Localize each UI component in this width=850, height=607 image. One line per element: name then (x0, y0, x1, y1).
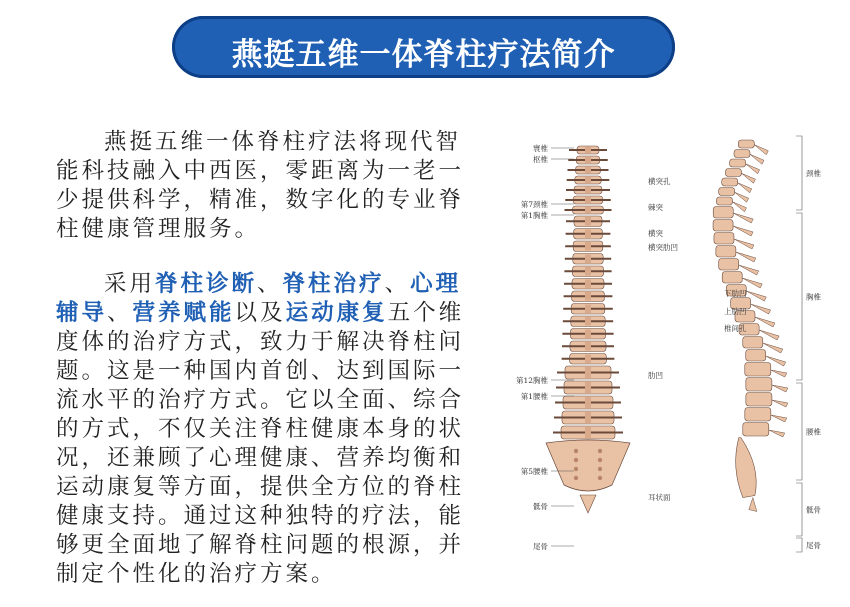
vertebra (564, 266, 611, 277)
svg-text:第1腰椎: 第1腰椎 (520, 392, 548, 401)
spine-diagram (496, 128, 846, 568)
sacrum (546, 440, 630, 491)
text-segment: 采用 (104, 271, 156, 297)
front-spine-view (546, 146, 630, 513)
foramen (574, 467, 578, 471)
side-sacrum (736, 438, 757, 498)
region-label (796, 538, 821, 552)
paragraph-1: 燕挺五维一体脊柱疗法将现代智能科技融入中西医，零距离为一老一少提供科学，精准，数字化的专业脊柱健康管理服务。 (56, 129, 465, 242)
svg-text:横突孔: 横突孔 (648, 177, 671, 186)
foramen (598, 476, 602, 480)
vertebra (557, 366, 619, 379)
side-label (648, 228, 663, 238)
vertebra (568, 166, 609, 174)
vertebra (566, 229, 611, 240)
spine-illustration (496, 128, 846, 568)
foramen (598, 449, 602, 453)
region-label (796, 383, 821, 480)
svg-text:椎间孔: 椎间孔 (724, 324, 747, 333)
svg-text:颈椎: 颈椎 (806, 169, 821, 178)
highlight-spine-treatment: 脊柱治疗 (282, 271, 385, 297)
region-label (796, 136, 821, 210)
side-vertebra (746, 378, 788, 393)
svg-text:枢椎: 枢椎 (533, 155, 548, 164)
text-segment: 以及 (234, 300, 286, 326)
region-label (796, 483, 821, 536)
coccyx (580, 495, 596, 513)
foramen (598, 467, 602, 471)
front-label (521, 210, 574, 220)
vertebra (553, 426, 623, 439)
front-label (533, 143, 574, 153)
svg-text:下肋凹: 下肋凹 (724, 289, 747, 298)
svg-text:胸椎: 胸椎 (806, 292, 821, 302)
vertebra (555, 396, 621, 409)
svg-text:腰椎: 腰椎 (806, 427, 821, 437)
side-label (648, 242, 678, 252)
vertebra (566, 186, 610, 194)
side-label (724, 323, 747, 333)
side-label (648, 492, 671, 502)
side-coccyx (749, 498, 757, 512)
vertebra (562, 341, 614, 352)
vertebra (565, 241, 611, 252)
side-label (648, 202, 663, 212)
svg-text:第5腰椎: 第5腰椎 (520, 467, 548, 476)
highlight-psych-counseling: 心理辅导 (56, 271, 462, 326)
side-label (648, 370, 663, 380)
region-label (796, 213, 821, 380)
vertebra (565, 196, 611, 204)
side-label (648, 176, 671, 186)
vertebra (567, 176, 610, 184)
vertebra (563, 304, 613, 315)
paragraph-2 (56, 270, 481, 589)
svg-text:第1胸椎: 第1胸椎 (520, 211, 548, 220)
front-label (533, 154, 574, 164)
vertebra (562, 329, 613, 340)
vertebra (562, 354, 615, 365)
vertebra (564, 279, 612, 290)
foramen (574, 476, 578, 480)
text-segment: 、 (107, 300, 133, 326)
foramen (574, 458, 578, 462)
svg-text:上肋凹: 上肋凹 (724, 307, 747, 316)
body-text (56, 128, 481, 589)
front-label (533, 501, 574, 511)
vertebra (568, 156, 608, 164)
side-label (724, 306, 747, 316)
side-label (724, 288, 747, 298)
highlight-spine-diagnosis: 脊柱诊断 (155, 271, 258, 297)
vertebra (569, 146, 607, 154)
side-vertebra (743, 423, 785, 438)
vertebra (554, 411, 622, 424)
vertebra (564, 291, 613, 302)
svg-text:肋凹: 肋凹 (648, 371, 663, 380)
side-vertebra (746, 393, 788, 408)
svg-text:尾骨: 尾骨 (533, 542, 548, 551)
vertebra (556, 381, 620, 394)
svg-text:骶骨: 骶骨 (533, 502, 548, 511)
vertebra (563, 316, 613, 327)
vertebra (565, 206, 612, 214)
vertebra (566, 216, 610, 227)
vertebra (565, 254, 611, 265)
svg-text:第7颈椎: 第7颈椎 (520, 200, 548, 209)
svg-text:横突: 横突 (648, 229, 663, 238)
svg-text:第12胸椎: 第12胸椎 (515, 376, 548, 385)
side-vertebra (745, 363, 787, 378)
side-vertebra (745, 408, 787, 423)
text-segment: 五个维度体的治疗方式，致力于解决脊柱问题。这是一种国内首创、达到国际一流水平的治疗方式。它以全面、综合的方式，不仅关注脊柱健康本身的状况，还兼顾了心理健康、营养均衡和运动康复等方面，提供全方位的脊柱健康支持。通过这种独特的疗法，能够更全面地了解脊柱问题的根源，并制定个性化的治疗方案。 (56, 300, 465, 587)
front-label (533, 541, 574, 551)
highlight-rehab: 运动康复 (285, 300, 388, 326)
text-segment: 、 (384, 271, 411, 297)
text-segment: 、 (257, 271, 283, 297)
svg-text:棘突: 棘突 (648, 203, 663, 212)
page-title: 燕挺五维一体脊柱疗法简介 (231, 37, 616, 73)
svg-text:横突肋凹: 横突肋凹 (648, 243, 678, 252)
region-labels (796, 136, 821, 552)
title-banner (172, 16, 675, 78)
svg-text:骶骨: 骶骨 (806, 505, 821, 515)
foramen (574, 449, 578, 453)
svg-text:尾骨: 尾骨 (806, 541, 821, 550)
svg-text:寰椎: 寰椎 (533, 144, 548, 153)
highlight-nutrition: 营养赋能 (132, 300, 235, 326)
svg-text:耳状面: 耳状面 (648, 493, 671, 502)
foramen (598, 458, 602, 462)
